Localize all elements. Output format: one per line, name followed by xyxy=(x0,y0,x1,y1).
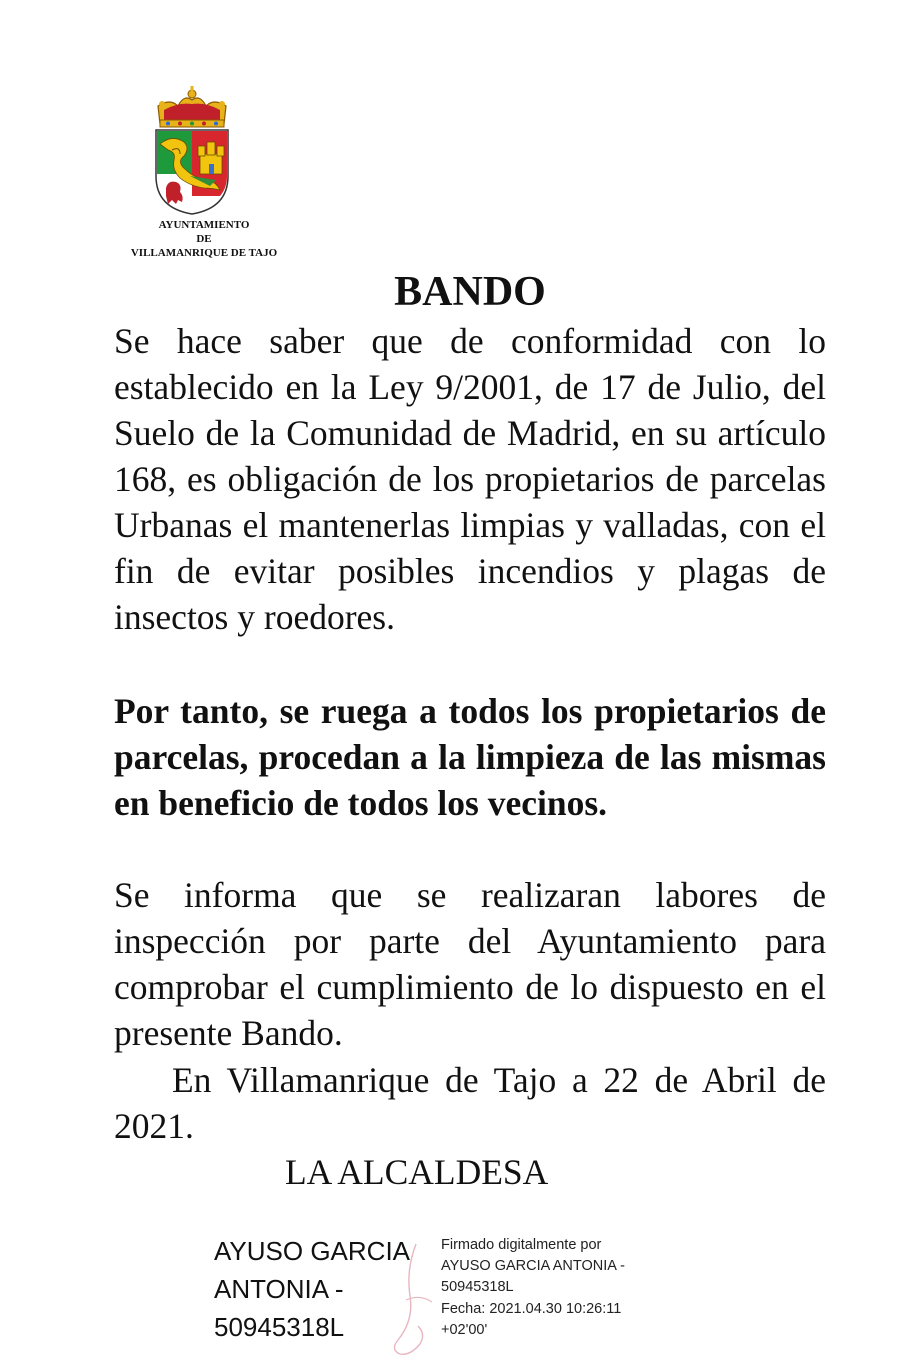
coat-of-arms-icon xyxy=(150,84,234,216)
paragraph-request: Por tanto, se ruega a todos los propietarios de parcelas, procedan a la limpieza de las mismas en beneficio de todos los vecinos. xyxy=(114,691,826,823)
municipality-line-1: AYUNTAMIENTO xyxy=(158,219,250,231)
municipality-name xyxy=(112,218,296,260)
signature-info-line-3: 50945318L xyxy=(441,1279,514,1296)
signature-info-line-4: Fecha: 2021.04.30 10:26:11 xyxy=(441,1300,622,1317)
paragraph-place-date: En Villamanrique de Tajo a 22 de Abril de 2021. xyxy=(114,1060,826,1146)
paragraph-legal-basis: Se hace saber que de conformidad con lo establecido en la Ley 9/2001, de 17 de Julio, del Suelo de la Comunidad de Madrid, en su artículo 168, es obligación de los propietarios de parcelas Urbanas el mantenerlas limpias y valladas, con el fin de evitar posibles incendios y plagas de insectos y roedores. xyxy=(114,321,826,637)
document-title: BANDO xyxy=(394,269,546,315)
paragraph-inspection: Se informa que se realizaran labores de inspección por parte del Ayuntamiento para comprobar el cumplimiento de lo dispuesto en el presente Bando. xyxy=(114,875,826,1053)
signature-info-line-2: AYUSO GARCIA ANTONIA - xyxy=(441,1258,625,1275)
municipality-line-2: DE xyxy=(196,233,212,245)
shield-icon xyxy=(156,130,228,214)
signer-name-line-1: AYUSO GARCIA xyxy=(214,1236,411,1266)
castle-icon xyxy=(198,142,224,174)
municipality-line-3: VILLAMANRIQUE DE TAJO xyxy=(130,247,278,259)
handwritten-signature-icon xyxy=(376,1240,446,1360)
signer-name-line-3: 50945318L xyxy=(214,1312,345,1342)
digital-signature-info xyxy=(441,1235,625,1341)
crown-icon xyxy=(158,86,226,127)
signer-name-line-2: ANTONIA - xyxy=(214,1274,344,1304)
signature-info-line-1: Firmado digitalmente por xyxy=(441,1237,602,1253)
signature-info-line-5: +02'00' xyxy=(441,1321,488,1338)
signatory-title: LA ALCALDESA xyxy=(285,1152,549,1192)
